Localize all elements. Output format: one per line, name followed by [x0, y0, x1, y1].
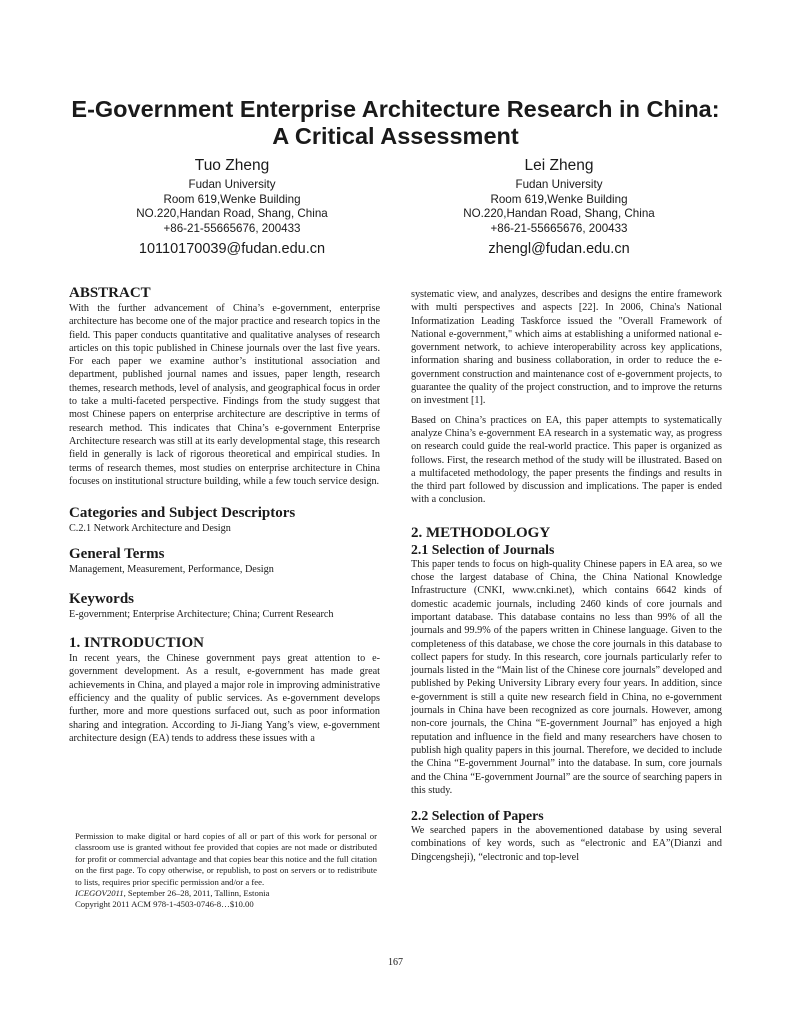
methodology-heading: 2. METHODOLOGY — [411, 524, 551, 541]
permission-text: Permission to make digital or hard copies of all or part of this work for personal or classroom use is granted without fee provided that copies are not made or distributed for profit or commercial advantage and that copies bear this notice and the full citation on the first page. To copy otherwise, or republish, to post on servers or to redistribute to lists, requires prior specific permission and/or a fee. — [75, 831, 377, 887]
author-address: NO.220,Handan Road, Shang, China — [463, 207, 655, 221]
keywords-heading: Keywords — [69, 590, 134, 607]
intro-paragraph-2: Based on China’s practices on EA, this paper attempts to systematically analyze China’s e-government EA research in a systematic way, as progress on research could guide the real-world practice. This paper is organized as follows. First, the research method of the study will be illustrated. Based on a multifaceted methodology, the paper presents the findings and results in the third part followed by discussion and implications. The paper is ended with a conclusion. — [411, 414, 722, 506]
section-2-2-heading: 2.2 Selection of Papers — [411, 808, 544, 824]
right-column — [411, 288, 722, 870]
abstract-text: With the further advancement of China’s e-government, enterprise architecture has become one of the major practice and research topics in the field. This paper conducts quantitative and qualitative analyses of research articles on this topic published in Chinese journals over the last five years. For each paper we examine author’s institutional association and department, published journal names and issues, paper length, research themes, research methods, level of analysis, and geographical focus in order to take a multi-faceted perspective. Findings from the study suggest that most Chinese papers on enterprise architecture are descriptive in terms of research method. This indicates that China’s e-government Enterprise Architecture research was still at its early developmental stage, this research field in generally is lack of rigorous theoretical and empirical studies. In terms of research themes, most studies on enterprise architecture in China focuses on institutional structure building, while a few touch service design. — [69, 303, 380, 487]
paper-title — [40, 96, 751, 150]
author-room: Room 619,Wenke Building — [490, 192, 628, 206]
page-number: 167 — [388, 957, 403, 968]
section-2-1-heading: 2.1 Selection of Journals — [411, 541, 555, 557]
general-terms-text: Management, Measurement, Performance, Design — [69, 564, 274, 576]
author-phone: +86-21-55665676, 200433 — [490, 221, 628, 235]
author-room: Room 619,Wenke Building — [163, 192, 301, 206]
section-2-2-text: We searched papers in the abovementioned database by using several combinations of key words, such as “electronic and EA”(Dianzi and Dingcengsheji), “electronic and top-level — [411, 825, 722, 863]
author-affiliation: Fudan University — [515, 178, 603, 191]
section-2-1-text: This paper tends to focus on high-quality Chinese papers in EA area, so we chose the largest database of China, the China National Knowledge Infrastructure (CNKI, www.cnki.net), which contains 6642 kinds of domestic academic journals, including 2460 kinds of core journals and important database. This database contains no less than 99% of all the journals and 99.9% of the papers written in Chinese language. Given to the completeness of this database, we chose the core journals in this database to collect papers for study. In this research, core journals particularly refer to journals listed in the “Main list of the Chinese core journals” developed and published by Peking University Library every four years. In addition, since e-government is still a quite new research field in China, no e-government journals in China have been recognized as core journals. However, among non-core journals, the China “E-government Journal” has enjoyed a high reputation and influence in the field and many researchers have chosen to publish high quality papers in this journal. Therefore, we decided to include the China “E-government Journal” into the database. In sum, core journals and the China “E-government Journal” are the source of searching papers in this study. — [411, 558, 722, 796]
author-address: NO.220,Handan Road, Shang, China — [136, 207, 328, 221]
author-email: zhengl@fudan.edu.cn — [488, 241, 630, 258]
author-affiliation: Fudan University — [188, 178, 276, 191]
title-line-2: A Critical Assessment — [272, 123, 519, 149]
general-terms-heading: General Terms — [69, 546, 165, 563]
introduction-heading: 1. INTRODUCTION — [69, 635, 205, 652]
copyright-line: Copyright 2011 ACM 978-1-4503-0746-8…$10.00 — [75, 899, 254, 910]
title-line-1: E-Government Enterprise Architecture Research in China: — [71, 96, 720, 122]
intro-continuation: systematic view, and analyzes, describes and designs the entire framework with multi perspectives and aspects [22]. In 2006, China's National Informatization Leading Taskforce issued the "Overall Framework of National e-government," which aims at establishing a uniformed national e-government network, to achieve interoperability across key applications, information sharing and business collaboration, in order to reduce the e-government construction and maintenance cost of e-government projects, to guarantee the quality of the project construction, and to improve the returns on investment [1]. — [411, 289, 722, 407]
author-email: 10110170039@fudan.edu.cn — [138, 241, 326, 258]
introduction-text: In recent years, the Chinese government pays great attention to e-government development. As a result, e-government has made great achievements in China, and played a major role in improving administrative efficiency and the quality of public services. As e-government develops further, more and more questions surfaced out, such as poor information sharing and integration. According to Ji-Jiang Yang’s view, e-government architecture design (EA) tends to address these issues with a — [69, 653, 380, 744]
left-column — [69, 285, 380, 751]
author-name: Lei Zheng — [524, 157, 594, 174]
author-block-2 — [409, 156, 709, 258]
categories-heading: Categories and Subject Descriptors — [69, 505, 296, 522]
conference-name: ICEGOV2011 — [75, 888, 124, 899]
author-block-1 — [82, 156, 382, 258]
keywords-text: E-government; Enterprise Architecture; China; Current Research — [69, 608, 334, 620]
conference-details: , September 26–28, 2011, Tallinn, Estonia — [123, 888, 270, 899]
categories-text: C.2.1 Network Architecture and Design — [69, 523, 231, 535]
author-phone: +86-21-55665676, 200433 — [163, 221, 301, 235]
conference-line — [75, 888, 377, 899]
author-name: Tuo Zheng — [194, 157, 270, 174]
permission-notice — [75, 831, 377, 911]
abstract-heading: ABSTRACT — [69, 285, 151, 301]
